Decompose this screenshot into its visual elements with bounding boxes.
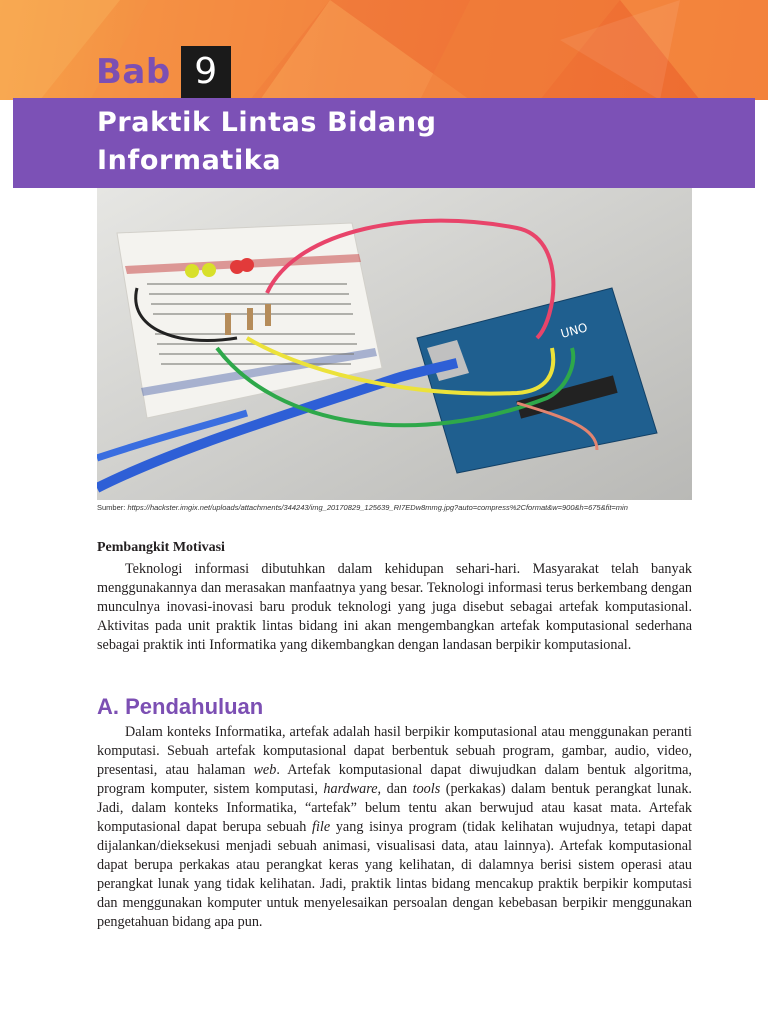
italic-term: web — [253, 762, 277, 778]
text-span: . Artefak komputasional dapat diwujudkan dalam bentuk algoritma, program komputer, sistem komputasi, — [97, 762, 692, 797]
italic-term: hardware — [323, 781, 378, 797]
text-span: (perkakas) dalam bentuk perangkat lunak. Jadi, dalam konteks Informatika, “artefak” belum tentu akan berwujud atau kasat mata. Artefak komputasional dapat berupa sebuah — [97, 781, 692, 835]
arduino-breadboard-photo — [97, 188, 692, 500]
text-span: yang isinya program (tidak kelihatan wujudnya, tetapi dapat dijalankan/dieksekusi menjadi sebuah animasi, visualisasi data, atau lainnya). Artefak komputasional dapat berupa perkakas atau perangkat keras yang kelihatan, di dalamnya berisi sistem operasi atau perangkat lunak yang tidak kelihatan. Jadi, praktik lintas bidang mencakup praktik berpikir komputasi dan menggunakan komputer untuk menyelesaikan persoalan dengan kebebasan berpikir menggunakan pengetahuan bidang apa pun. — [97, 819, 692, 930]
uno-label: UNO — [559, 320, 590, 341]
photo-source-url: https://hackster.imgix.net/uploads/attachments/344243/img_20170829_125639_RI7EDw8mmg.jpg?auto=compress%2Cformat&w=900&h=675&fit=min — [127, 503, 628, 512]
text-span: , dan — [377, 781, 413, 797]
motivation-paragraph: Teknologi informasi dibutuhkan dalam kehidupan sehari-hari. Masyarakat telah banyak menggunakannya dan merasakan manfaatnya yang besar. Teknologi informasi terus berkembang dengan munculnya inovasi-inovasi baru produk teknologi yang juga disebut sebagai artefak komputasional. Aktivitas pada unit praktik lintas bidang ini akan mengembangkan artefak komputasional sederhana sebagai praktik inti Informatika yang dikembangkan dengan landasan berpikir komputasional. — [97, 561, 692, 653]
photo-illustration — [97, 188, 692, 500]
header-band — [0, 0, 768, 100]
chapter-number: 9 — [181, 46, 231, 98]
section-a-title: A. Pendahuluan — [97, 694, 264, 719]
chapter-title-line2: Informatika — [97, 145, 282, 176]
chapter-word: Bab — [96, 52, 171, 92]
text-span: Dalam konteks Informatika, artefak adalah hasil berpikir komputasional atau menggunakan peranti komputasi. Sebuah artefak komputasional dapat berbentuk sebuah program, gambar, audio, video, presentasi, atau halaman — [97, 724, 692, 778]
chapter-title — [97, 104, 437, 180]
chapter-title-band — [13, 98, 755, 188]
chapter-label — [96, 46, 231, 98]
italic-term: file — [312, 819, 331, 835]
photo-source-label: Sumber: — [97, 503, 126, 512]
section-a-paragraph — [97, 723, 692, 932]
photo-source — [97, 503, 695, 513]
chapter-title-line1: Praktik Lintas Bidang — [97, 107, 437, 138]
italic-term: tools — [412, 781, 441, 797]
motivation-heading: Pembangkit Motivasi — [97, 540, 225, 555]
